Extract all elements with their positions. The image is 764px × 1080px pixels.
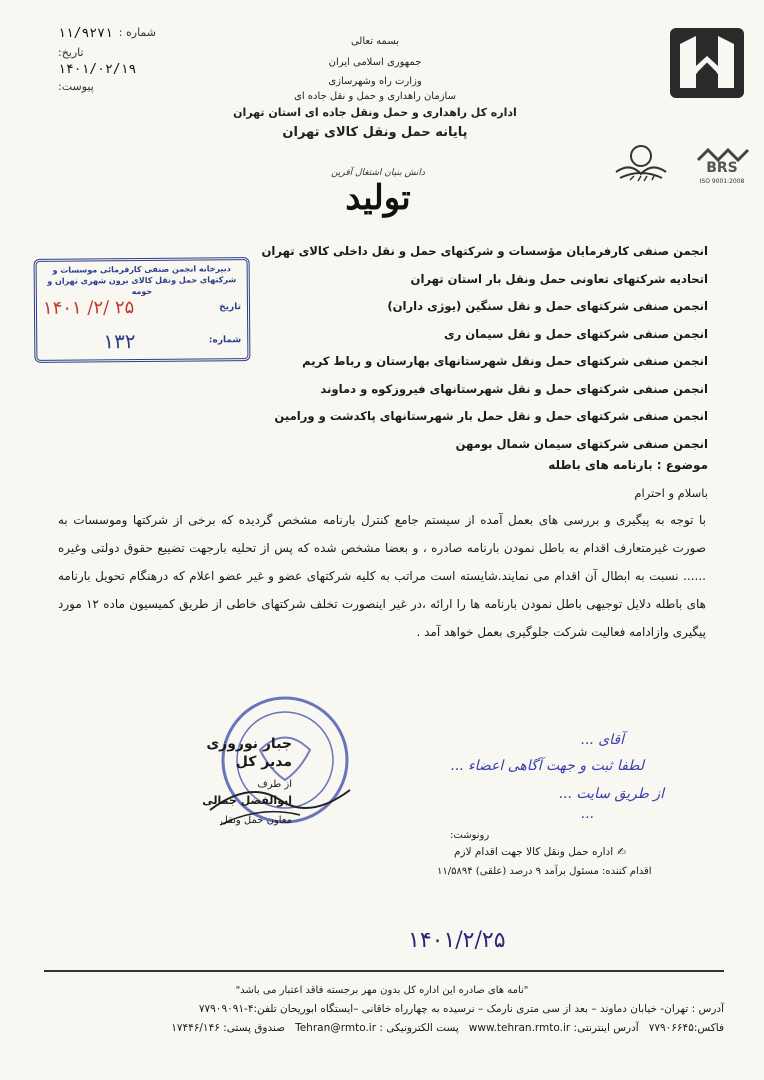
iso-text: ISO 9001:2008 (699, 178, 745, 185)
cc-item (454, 846, 626, 858)
deputy-name: ابوالفضل جمالی (202, 794, 292, 807)
handwritten-line: لطفا ثبت و جهت آگاهی اعضاء ... (450, 758, 644, 774)
recipient-item: اتحادیه شرکتهای تعاونی حمل ونقل بار استان تهران (410, 271, 708, 286)
footer-validity-note: "نامه های صادره این اداره کل بدون مهر برجسته فاقد اعتبار می باشد" (235, 985, 529, 996)
letter-date-value-row (58, 62, 136, 77)
handwritten-date: ۱۴۰۱/۲/۲۵ (408, 928, 506, 953)
handwritten-line: ... (580, 806, 594, 822)
deputy-title: معاون حمل ونقل (220, 815, 292, 826)
footer-website: آدرس اینترنتی: www.tehran.rmto.ir (468, 1022, 639, 1034)
ministry-name: وزارت راه وشهرسازی (328, 76, 422, 87)
office-name: اداره کل راهداری و حمل ونقل جاده ای استان تهران (233, 106, 517, 119)
number-value: ۱۱/۹۲۷۱ (58, 26, 113, 41)
cc-label: رونوشت: (450, 830, 490, 841)
terminal-name: پایانه حمل ونقل کالای تهران (282, 125, 468, 140)
signer-title: مدیر کل (235, 754, 292, 770)
cc-action: اقدام کننده: مسئول برآمد ۹ درصد (علقی) ۱۱/۵۸۹۴ (437, 866, 652, 877)
country-name: جمهوری اسلامی ایران (328, 57, 422, 68)
recipient-item: انجمن صنفی شرکتهای سیمان شمال بومهن (455, 436, 708, 451)
slogan-sub: دانش بنیان اشتغال آفرین (331, 168, 425, 178)
footer-email: پست الکترونیکی : Tehran@rmto.ir (295, 1022, 459, 1034)
recipient-item: انجمن صنفی شرکتهای حمل و نقل سنگین (یوژی داران) (387, 299, 708, 313)
recipient-item: انجمن صنفی شرکتهای حمل و نقل شهرستانهای فیروزکوه و دماوند (320, 381, 708, 396)
recipient-item: انجمن صنفی شرکتهای حمل ونقل شهرستانهای بهارستان و رباط کریم (302, 354, 708, 368)
rmto-logo-icon (668, 26, 746, 100)
stamp-number-value: ۱۳۲ (103, 329, 136, 354)
stamp-number-label: شماره: (208, 335, 242, 346)
stamp-date-value: ۱۴۰۱ /۲/ ۲۵ (42, 297, 135, 319)
recipient-item: انجمن صنفی شرکتهای حمل و نقل حمل بار شهرستانهای پاکدشت و ورامین (274, 409, 708, 423)
organization-name: سازمان راهداری و حمل و نقل جاده ای (294, 91, 456, 102)
number-label: شماره : (118, 26, 157, 39)
production-slogan (308, 164, 448, 222)
slogan-main: تولید (345, 178, 411, 218)
stamp-date-label: تاریخ (219, 301, 242, 312)
recipient-list (208, 238, 708, 458)
letterhead (230, 34, 520, 140)
attachment-label: پیوست: (58, 80, 94, 93)
recipient-item: انجمن صنفی شرکتهای حمل و نقل سیمان ری (443, 326, 708, 341)
brs-iso-badge (692, 146, 752, 192)
stamp-title: دبیرخانه انجمن صنفی کارفرمائی موسسات و شرکتهای حمل ونقل کالای برون شهری تهران و حومه (47, 264, 237, 297)
handwritten-line: آقای ... (580, 732, 624, 748)
footer-divider (44, 970, 724, 972)
handwritten-line: از طریق سایت ... (558, 786, 664, 802)
cc-arrow-icon: ✍ (617, 846, 626, 858)
date-label: تاریخ: (58, 46, 84, 59)
footer-pobox: صندوق پستی: ۱۷۴۴۶/۱۴۶ (171, 1022, 286, 1034)
handwritten-note (254, 732, 664, 822)
signer-name: جبار نوروزی (206, 736, 292, 752)
footer-fax: فاکس:۷۷۹۰۶۶۴۵ (648, 1022, 724, 1034)
brs-text: BRS (706, 160, 738, 176)
letter-date-row (58, 46, 84, 59)
attachment-row (58, 80, 94, 93)
letter-subject: موضوع : بارنامه های باطله (548, 458, 708, 472)
footer-address: آدرس : تهران- خیابان دماوند – بعد از سی متری نارمک – نرسیده به چهارراه خاقانی –ایستگاه ابوریحان تلفن:۴-۷۷۹۰۹۰۹۱ (198, 1003, 724, 1015)
greeting: باسلام و احترام (634, 486, 708, 500)
recipient-item: انجمن صنفی کارفرمایان مؤسسات و شرکتهای حمل و نقل داخلی کالای تهران (261, 244, 708, 258)
on-behalf-label: از طرف (257, 779, 292, 790)
emblem-icon (610, 142, 672, 184)
basmala: بسمه تعالی (350, 36, 400, 47)
footer-contact (34, 1022, 724, 1034)
cc-item-text: اداره حمل ونقل کالا جهت اقدام لازم (454, 846, 614, 858)
date-value: ۱۴۰۱/۰۲/۱۹ (58, 62, 137, 77)
letter-body: با توجه به پیگیری و بررسی های بعمل آمده از سیستم جامع کنترل بارنامه مشخص گردیده که برخی از شرکتها وموسسات به صورت غیرمتعارف اقدام به باطل نمودن بارنامه صادره ، و بعضا مشخص شده که پس از تحلیه بارجهت تضییع حقوق دولتی وغیره ...... نسبت به ابطال آن اقدام می نمایند.شایسته است مراتب به کلیه شرکتهای عضو و غیر عضو اعلام که درهنگام تحویل بارنامه های باطله دلایل توجیهی باطل نمودن بارنامه ها را ارائه ،در غیر اینصورت تخلف شرکتهای خاطی از طریق کمیسیون ماده ۱۲ مورد پیگیری وازادامه فعالیت شرکت جلوگیری بعمل خواهد آمد . (58, 513, 706, 639)
letter-number-row (58, 26, 156, 41)
